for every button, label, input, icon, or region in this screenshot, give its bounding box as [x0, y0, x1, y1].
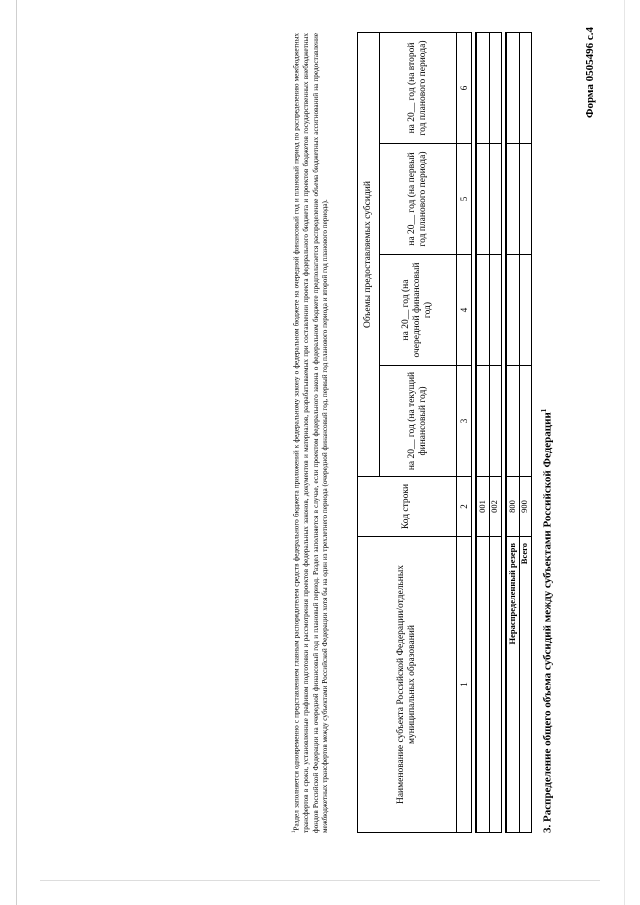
footnote-mark: 1	[292, 830, 297, 833]
value-cell	[506, 366, 519, 477]
reserve-row	[506, 33, 519, 833]
value-cell	[489, 33, 501, 144]
value-cell	[519, 33, 531, 144]
header-year-plan-1: на 20__ год (на первый год планового периода)	[379, 144, 456, 255]
value-cell	[476, 366, 489, 477]
subject-name-cell	[476, 537, 489, 833]
row-code-cell: 001	[476, 477, 489, 537]
column-number-6: 6	[456, 33, 471, 144]
table-row	[476, 33, 489, 833]
section-title-text: 3. Распределение общего объема субсидий между субъектами Российской Федерации	[541, 412, 554, 833]
column-number-3: 3	[456, 366, 471, 477]
header-subject-name: Наименование субъекта Российской Федерации/отдельных муниципальных образований	[358, 537, 457, 833]
header-row-code: Код строки	[358, 477, 457, 537]
table-row	[489, 33, 501, 833]
value-cell	[476, 144, 489, 255]
reserve-label: Нераспределенный резерв	[506, 537, 519, 833]
header-year-current: на 20__ год (на текущий финансовый год)	[379, 366, 456, 477]
value-cell	[489, 144, 501, 255]
value-cell	[519, 255, 531, 366]
section-title	[540, 33, 554, 833]
header-year-plan-2: на 20__ год (на второй год планового периода)	[379, 33, 456, 144]
total-code-cell: 900	[519, 477, 531, 537]
header-year-next: на 20__ год (на очередной финансовый год)	[379, 255, 456, 366]
total-label: Всего	[519, 537, 531, 833]
column-number-1: 1	[456, 537, 471, 833]
section-footnote-mark: 1	[540, 408, 548, 413]
value-cell	[476, 255, 489, 366]
value-cell	[489, 255, 501, 366]
value-cell	[519, 144, 531, 255]
column-number-5: 5	[456, 144, 471, 255]
subject-name-cell	[489, 537, 501, 833]
column-number-4: 4	[456, 255, 471, 366]
value-cell	[476, 33, 489, 144]
value-cell	[506, 33, 519, 144]
footnote-text: Раздел заполняется одновременно с представлением главным распорядителем средств федерального бюджета приложений к федеральному закону о федеральном бюджете на очередной финансовый год и плановый период по распределению межбюджетных трансфертов в сроки, установленные графиком подготовки и рассмотрения проектов федеральных законов, документов и материалов, разрабатываемых при составлении проекта федерального бюджета и проектов бюджетов государственных внебюджетных фондов Российской Федерации на очередной финансовый год и плановый период. Раздел заполняется в случае, если проектом федерального закона о федеральном бюджете предполагается распределение объема бюджетных ассигнований на предоставление межбюджетных трансфертов между субъектами Российской Федерации хотя бы на один из трехлетнего периода (очередной финансовый год, первый год планового периода и второй год планового периода).	[292, 33, 330, 833]
value-cell	[506, 255, 519, 366]
footnote	[290, 33, 331, 833]
total-row	[519, 33, 531, 833]
value-cell	[519, 366, 531, 477]
form-number-label: Форма 0505496 с.4	[584, 27, 596, 118]
value-cell	[506, 144, 519, 255]
row-code-cell: 002	[489, 477, 501, 537]
subsidy-distribution-table	[357, 32, 532, 833]
reserve-code-cell: 800	[506, 477, 519, 537]
header-subsidy-volumes: Объемы предоставляемых субсидий	[358, 33, 380, 477]
column-number-2: 2	[456, 477, 471, 537]
value-cell	[489, 366, 501, 477]
